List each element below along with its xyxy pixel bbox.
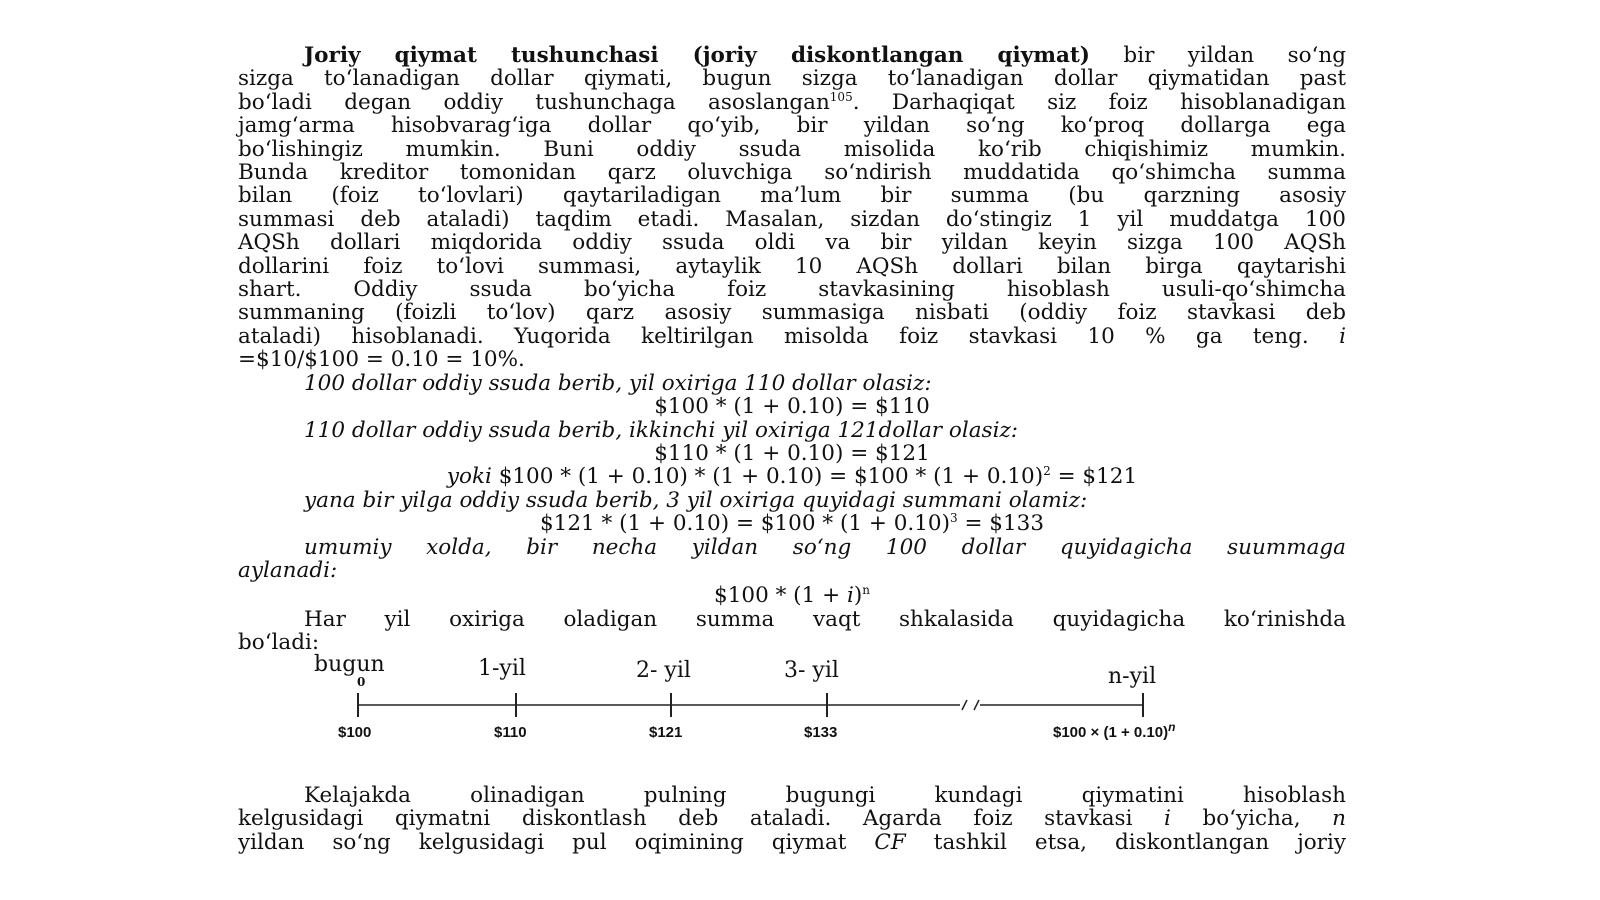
timeline-label-yearn: n-yil (1108, 664, 1157, 689)
timeline-value-year2: $121 (649, 724, 683, 741)
text-line: sizga to‘lanadigan dollar qiymati, bugun sizga to‘lanadigan dollar qiymatidan past (238, 66, 1346, 92)
text-line: aylanadi: (238, 557, 338, 583)
text-line: bo‘ladi degan oddiy tushunchaga asoslangan$^{105}$. Darhaqiqat siz foiz hisoblanadigan (238, 89, 1346, 115)
formula: $110 * (1 + 0.10) = $121 (654, 440, 930, 466)
timeline-label-year1: 1-yil (478, 656, 526, 681)
text-line: bo‘lishingiz mumkin. Buni oddiy ssuda misolida ko‘rib chiqishimiz mumkin. (238, 136, 1346, 162)
text-line: summaning (foizli to‘lov) qarz asosiy summasiga nisbati (oddiy foiz stavkasi deb (238, 300, 1346, 326)
text-line: kelgusidagi qiymatni diskontlash deb ataladi. Agarda foiz stavkasi i bo‘yicha, n (238, 806, 1346, 832)
examples-block (238, 372, 1346, 655)
timeline-break-mark (962, 700, 967, 710)
timeline-label-year3: 3- yil (784, 658, 839, 683)
timeline-diagram (238, 652, 1346, 762)
timeline-value-yearn: $100 × $(1 + 0.10)^n$ (1053, 720, 1176, 741)
text-line: yildan so‘ng kelgusidagi pul oqimining qiymat CF tashkil etsa, diskontlangan joriy (238, 829, 1346, 855)
text-line: Kelajakda olinadigan pulning bugungi kundagi qiymatini hisoblash (304, 783, 1346, 808)
text-line: summasi deb ataladi) taqdim etadi. Masalan, sizdan do‘stingiz 1 yil muddatga 100 (238, 206, 1346, 232)
intro-paragraph (238, 44, 1346, 372)
timeline-axis (238, 652, 1346, 762)
text-line: =$10/$100 = 0.10 = 10%. (238, 347, 525, 373)
formula: $121 * (1 + 0.10) = $100 * $(1 + 0.10)^3$ = $133 (539, 510, 1045, 537)
timeline-value-year3: $133 (804, 724, 838, 741)
text-line: ataladi) hisoblanadi. Yuqorida keltirilgan misolda foiz stavkasi 10 % ga teng. i (238, 323, 1346, 349)
text-line: umumiy xolda, bir necha yildan so‘ng 100 dollar quyidagicha suummaga (304, 534, 1346, 560)
timeline-label-today: bugun (314, 652, 385, 677)
example-text: 100 dollar oddiy ssuda berib, yil oxiriga 110 dollar olasiz: (304, 370, 932, 396)
text-line: Bunda kreditor tomonidan qarz oluvchiga so‘ndirish muddatida qo‘shimcha summa (238, 160, 1346, 186)
text-line: bilan (foiz to‘lovlari) qaytariladigan ma’lum bir summa (bu qarzning asosiy (238, 183, 1346, 209)
formula: yoki $100 * (1 + 0.10) * (1 + 0.10) = $100 * $(1 + 0.10)^2$ = $121 (446, 464, 1138, 490)
example-text: yana bir yilga oddiy ssuda berib, 3 yil oxiriga quyidagi summani olamiz: (304, 487, 1088, 513)
example-text: 110 dollar oddiy ssuda berib, ikkinchi yil oxiriga 121dollar olasiz: (304, 417, 1019, 443)
text-line: Joriy qiymat tushunchasi (joriy diskontlangan qiymat) bir yildan so‘ng (304, 43, 1346, 68)
timeline-value-year1: $110 (494, 724, 527, 741)
timeline-label-year2: 2- yil (636, 658, 691, 683)
document-page (238, 43, 1346, 855)
timeline-break-mark (974, 700, 979, 710)
text-line: jamg‘arma hisobvarag‘iga dollar qo‘yib, bir yildan so‘ng ko‘proq dollarga ega (238, 113, 1346, 139)
text-line: Har yil oxiriga oladigan summa vaqt shkalasida quyidagicha ko‘rinishda (304, 606, 1346, 632)
discount-paragraph (238, 784, 1346, 854)
text-line: bo‘ladi: (238, 630, 320, 656)
text-line: AQSh dollari miqdorida oddiy ssuda oldi va bir yildan keyin sizga 100 AQSh (238, 230, 1346, 256)
timeline-value-today: $100 (338, 724, 372, 741)
formula: $100 * $(1 + i)^n$ (714, 583, 870, 609)
formula: $100 * (1 + 0.10) = $110 (654, 394, 930, 420)
term-bold: Joriy qiymat tushunchasi (joriy diskontlangan qiymat) (304, 43, 1090, 68)
footnote-marker: 105 (829, 89, 853, 104)
text-line: dollarini foiz to‘lovi summasi, aytaylik 10 AQSh dollari bilan birga qaytarishi (238, 253, 1346, 279)
timeline-zero: 0 (357, 675, 366, 689)
text-line: shart. Oddiy ssuda bo‘yicha foiz stavkasining hisoblash usuli-qo‘shimcha (238, 277, 1346, 303)
